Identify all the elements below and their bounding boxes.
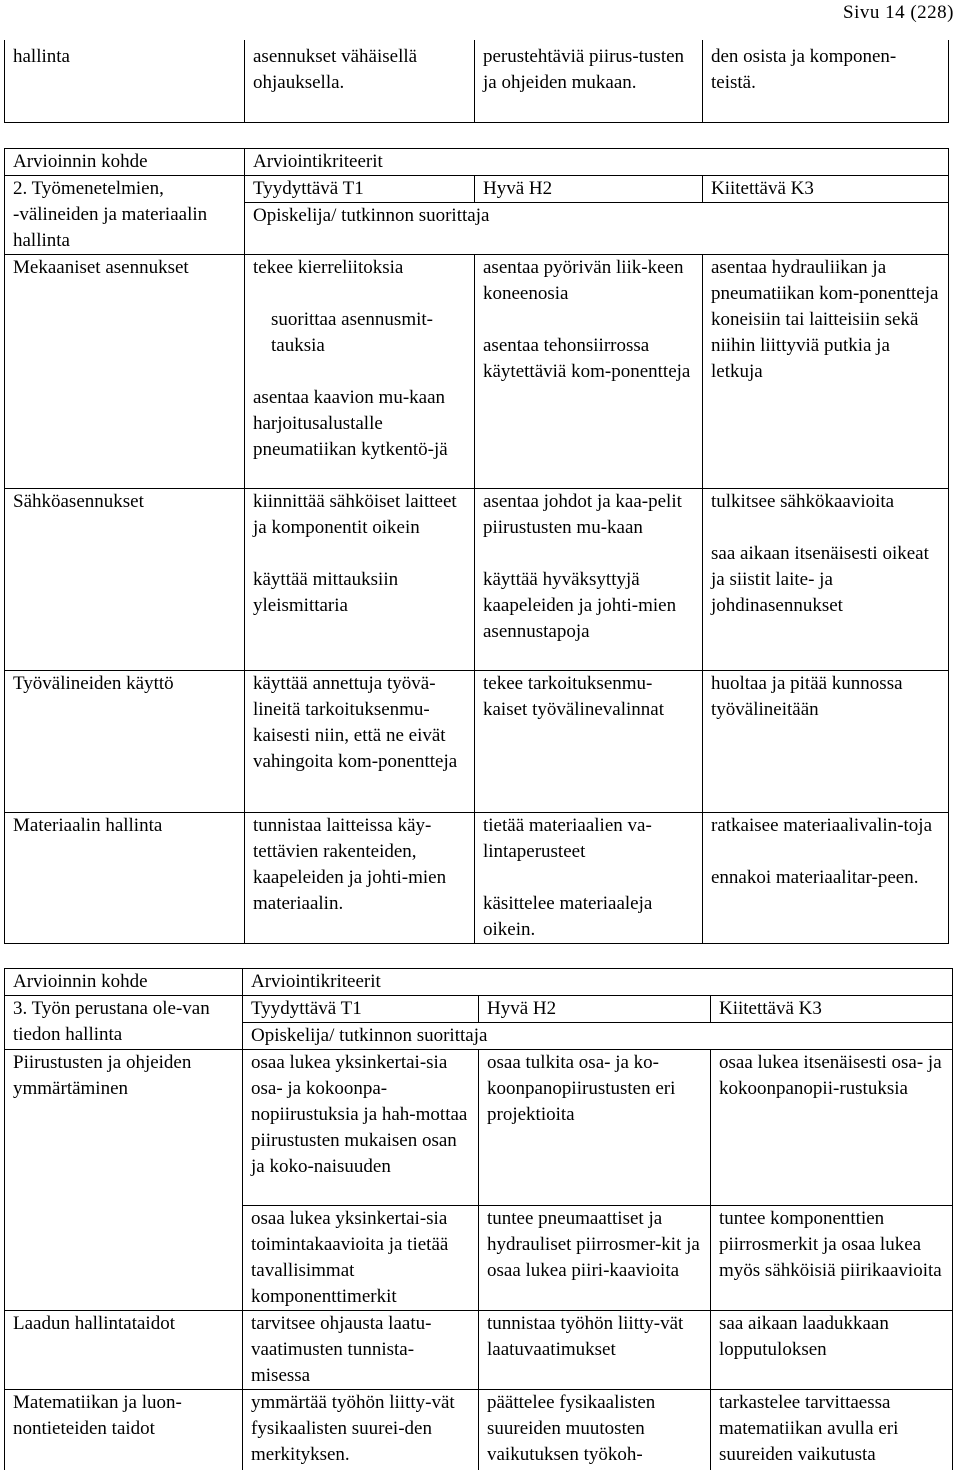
criterion: tulkitsee sähkökaavioita (711, 491, 895, 512)
opiskelija-label: Opiskelija/ tutkinnon suorittaja (245, 203, 949, 255)
cell-k3: saa aikaan laadukkaan lopputuloksen (711, 1311, 953, 1390)
opiskelija-label: Opiskelija/ tutkinnon suorittaja (243, 1023, 953, 1050)
criterion: tietää materiaalien va-lintaperusteet (483, 815, 652, 862)
section-title-line: -välineiden ja materiaalin (13, 204, 208, 225)
cell-kohde (5, 40, 245, 122)
criterion: käyttää annettuja työvä-lineitä tarkoituksenmu-kaisesti niin, että ne eivät vahingoita kom-ponentteja (253, 673, 458, 772)
page-number: Sivu 14 (228) (843, 2, 954, 23)
cell-k3 (703, 813, 949, 944)
grade-h2: Hyvä H2 (475, 176, 703, 203)
cell-k3 (703, 40, 949, 122)
row-label: Matematiikan ja luon-nontieteiden taidot (5, 1390, 243, 1470)
criterion: kiinnittää sähköiset laitteet ja komponentit oikein (253, 491, 457, 538)
criterion: suorittaa asennusmit-tauksia (271, 309, 433, 356)
cell-t1 (245, 671, 475, 813)
cell-h2 (475, 671, 703, 813)
criterion: asentaa johdot ja kaa-pelit piirustusten mu-kaan (483, 491, 682, 538)
section-title: 3. Työn perustana ole-van tiedon hallinta (5, 996, 243, 1050)
header-kriteerit: Arviointikriteerit (243, 969, 953, 996)
criterion: ratkaisee materiaalivalin-toja (711, 815, 933, 836)
criteria-table-continuation (4, 40, 949, 123)
criteria-table-3 (4, 968, 953, 1470)
cell-t1: ymmärtää työhön liitty-vät fysikaalisten suurei-den merkityksen. (243, 1390, 479, 1470)
section-title-line: 2. Työmenetelmien, (13, 178, 164, 199)
cell-k3 (703, 255, 949, 489)
header-kohde: Arvioinnin kohde (5, 969, 243, 996)
header-kohde: Arvioinnin kohde (5, 149, 245, 176)
grade-h2: Hyvä H2 (479, 996, 711, 1023)
cell-t1: osaa lukea yksinkertai-sia toimintakaavioita ja tietää tavallisimmat komponenttimerkit (243, 1206, 479, 1311)
cell-t1 (245, 255, 475, 489)
h2-text: perustehtäviä piirus-tusten ja ohjeiden mukaan. (483, 46, 685, 93)
criterion: tekee kierreliitoksia (253, 257, 404, 278)
k3-text: den osista ja komponen-teistä. (711, 46, 897, 93)
criterion: käyttää mittauksiin yleismittaria (253, 569, 399, 616)
grade-k3: Kiitettävä K3 (703, 176, 949, 203)
cell-h2 (475, 255, 703, 489)
row-label: Piirustusten ja ohjeiden ymmärtäminen (5, 1050, 243, 1206)
cell-h2: päättelee fysikaalisten suureiden muutosten vaikutuksen työkoh- (479, 1390, 711, 1470)
cell-h2 (475, 40, 703, 122)
cell-h2: tunnistaa työhön liitty-vät laatuvaatimukset (479, 1311, 711, 1390)
criterion: asentaa kaavion mu-kaan harjoitusalustalle pneumatiikan kytkentö-jä (253, 387, 448, 460)
row-label: Sähköasennukset (5, 489, 245, 671)
cell-h2: osaa tulkita osa- ja ko-koonpanopiirustusten eri projektioita (479, 1050, 711, 1206)
criterion: tunnistaa laitteissa käy-tettävien rakenteiden, kaapeleiden ja johti-mien materiaalin. (253, 815, 447, 914)
section-title-line: hallinta (13, 230, 70, 251)
criterion: asentaa tehonsiirrossa käytettäviä kom-ponentteja (483, 335, 691, 382)
grade-t1: Tyydyttävä T1 (243, 996, 479, 1023)
cell-k3 (703, 489, 949, 671)
section-title (5, 176, 245, 255)
criterion: saa aikaan itsenäisesti oikeat ja siistit laite- ja johdinasennukset (711, 543, 929, 616)
criterion: tekee tarkoituksenmu-kaiset työvälinevalinnat (483, 673, 664, 720)
cell-t1: tarvitsee ohjausta laatu-vaatimusten tunnista-misessa (243, 1311, 479, 1390)
cell-h2: tuntee pneumaattiset ja hydrauliset piirrosmer-kit ja osaa lukea piiri-kaavioita (479, 1206, 711, 1311)
grade-k3: Kiitettävä K3 (711, 996, 953, 1023)
criteria-table-2 (4, 148, 949, 944)
t1-text: asennukset vähäisellä ohjauksella. (253, 46, 418, 93)
row-label: Laadun hallintataidot (5, 1311, 243, 1390)
row-label: Materiaalin hallinta (5, 813, 245, 944)
cell-h2 (475, 813, 703, 944)
criterion: huoltaa ja pitää kunnossa työvälineitään (711, 673, 903, 720)
cell-k3 (703, 671, 949, 813)
criterion: ennakoi materiaalitar-peen. (711, 867, 919, 888)
cell-t1 (245, 813, 475, 944)
cell-k3: tuntee komponenttien piirrosmerkit ja osaa lukea myös sähköisiä piirikaavioita (711, 1206, 953, 1311)
row-label: Työvälineiden käyttö (5, 671, 245, 813)
row-label (5, 1206, 243, 1311)
cell-k3: osaa lukea itsenäisesti osa- ja kokoonpanopii-rustuksia (711, 1050, 953, 1206)
cell-h2 (475, 489, 703, 671)
criterion: käsittelee materiaaleja oikein. (483, 893, 653, 940)
cell-t1 (245, 489, 475, 671)
criterion: käyttää hyväksyttyjä kaapeleiden ja johti-mien asennustapoja (483, 569, 677, 642)
criterion: asentaa pyörivän liik-keen koneenosia (483, 257, 684, 304)
row-label: Mekaaniset asennukset (5, 255, 245, 489)
row-label: hallinta (13, 46, 70, 67)
cell-t1 (245, 40, 475, 122)
cell-t1: osaa lukea yksinkertai-sia osa- ja kokoonpa-nopiirustuksia ja hah-mottaa piirustusten mukaisen osan ja koko-naisuuden (243, 1050, 479, 1206)
cell-k3: tarkastelee tarvittaessa matematiikan avulla eri suureiden vaikutusta (711, 1390, 953, 1470)
criterion: asentaa hydrauliikan ja pneumatiikan kom-ponentteja koneisiin tai laitteisiin sekä niihin liittyviä putkia ja letkuja (711, 257, 939, 382)
header-kriteerit: Arviointikriteerit (245, 149, 949, 176)
grade-t1: Tyydyttävä T1 (245, 176, 475, 203)
